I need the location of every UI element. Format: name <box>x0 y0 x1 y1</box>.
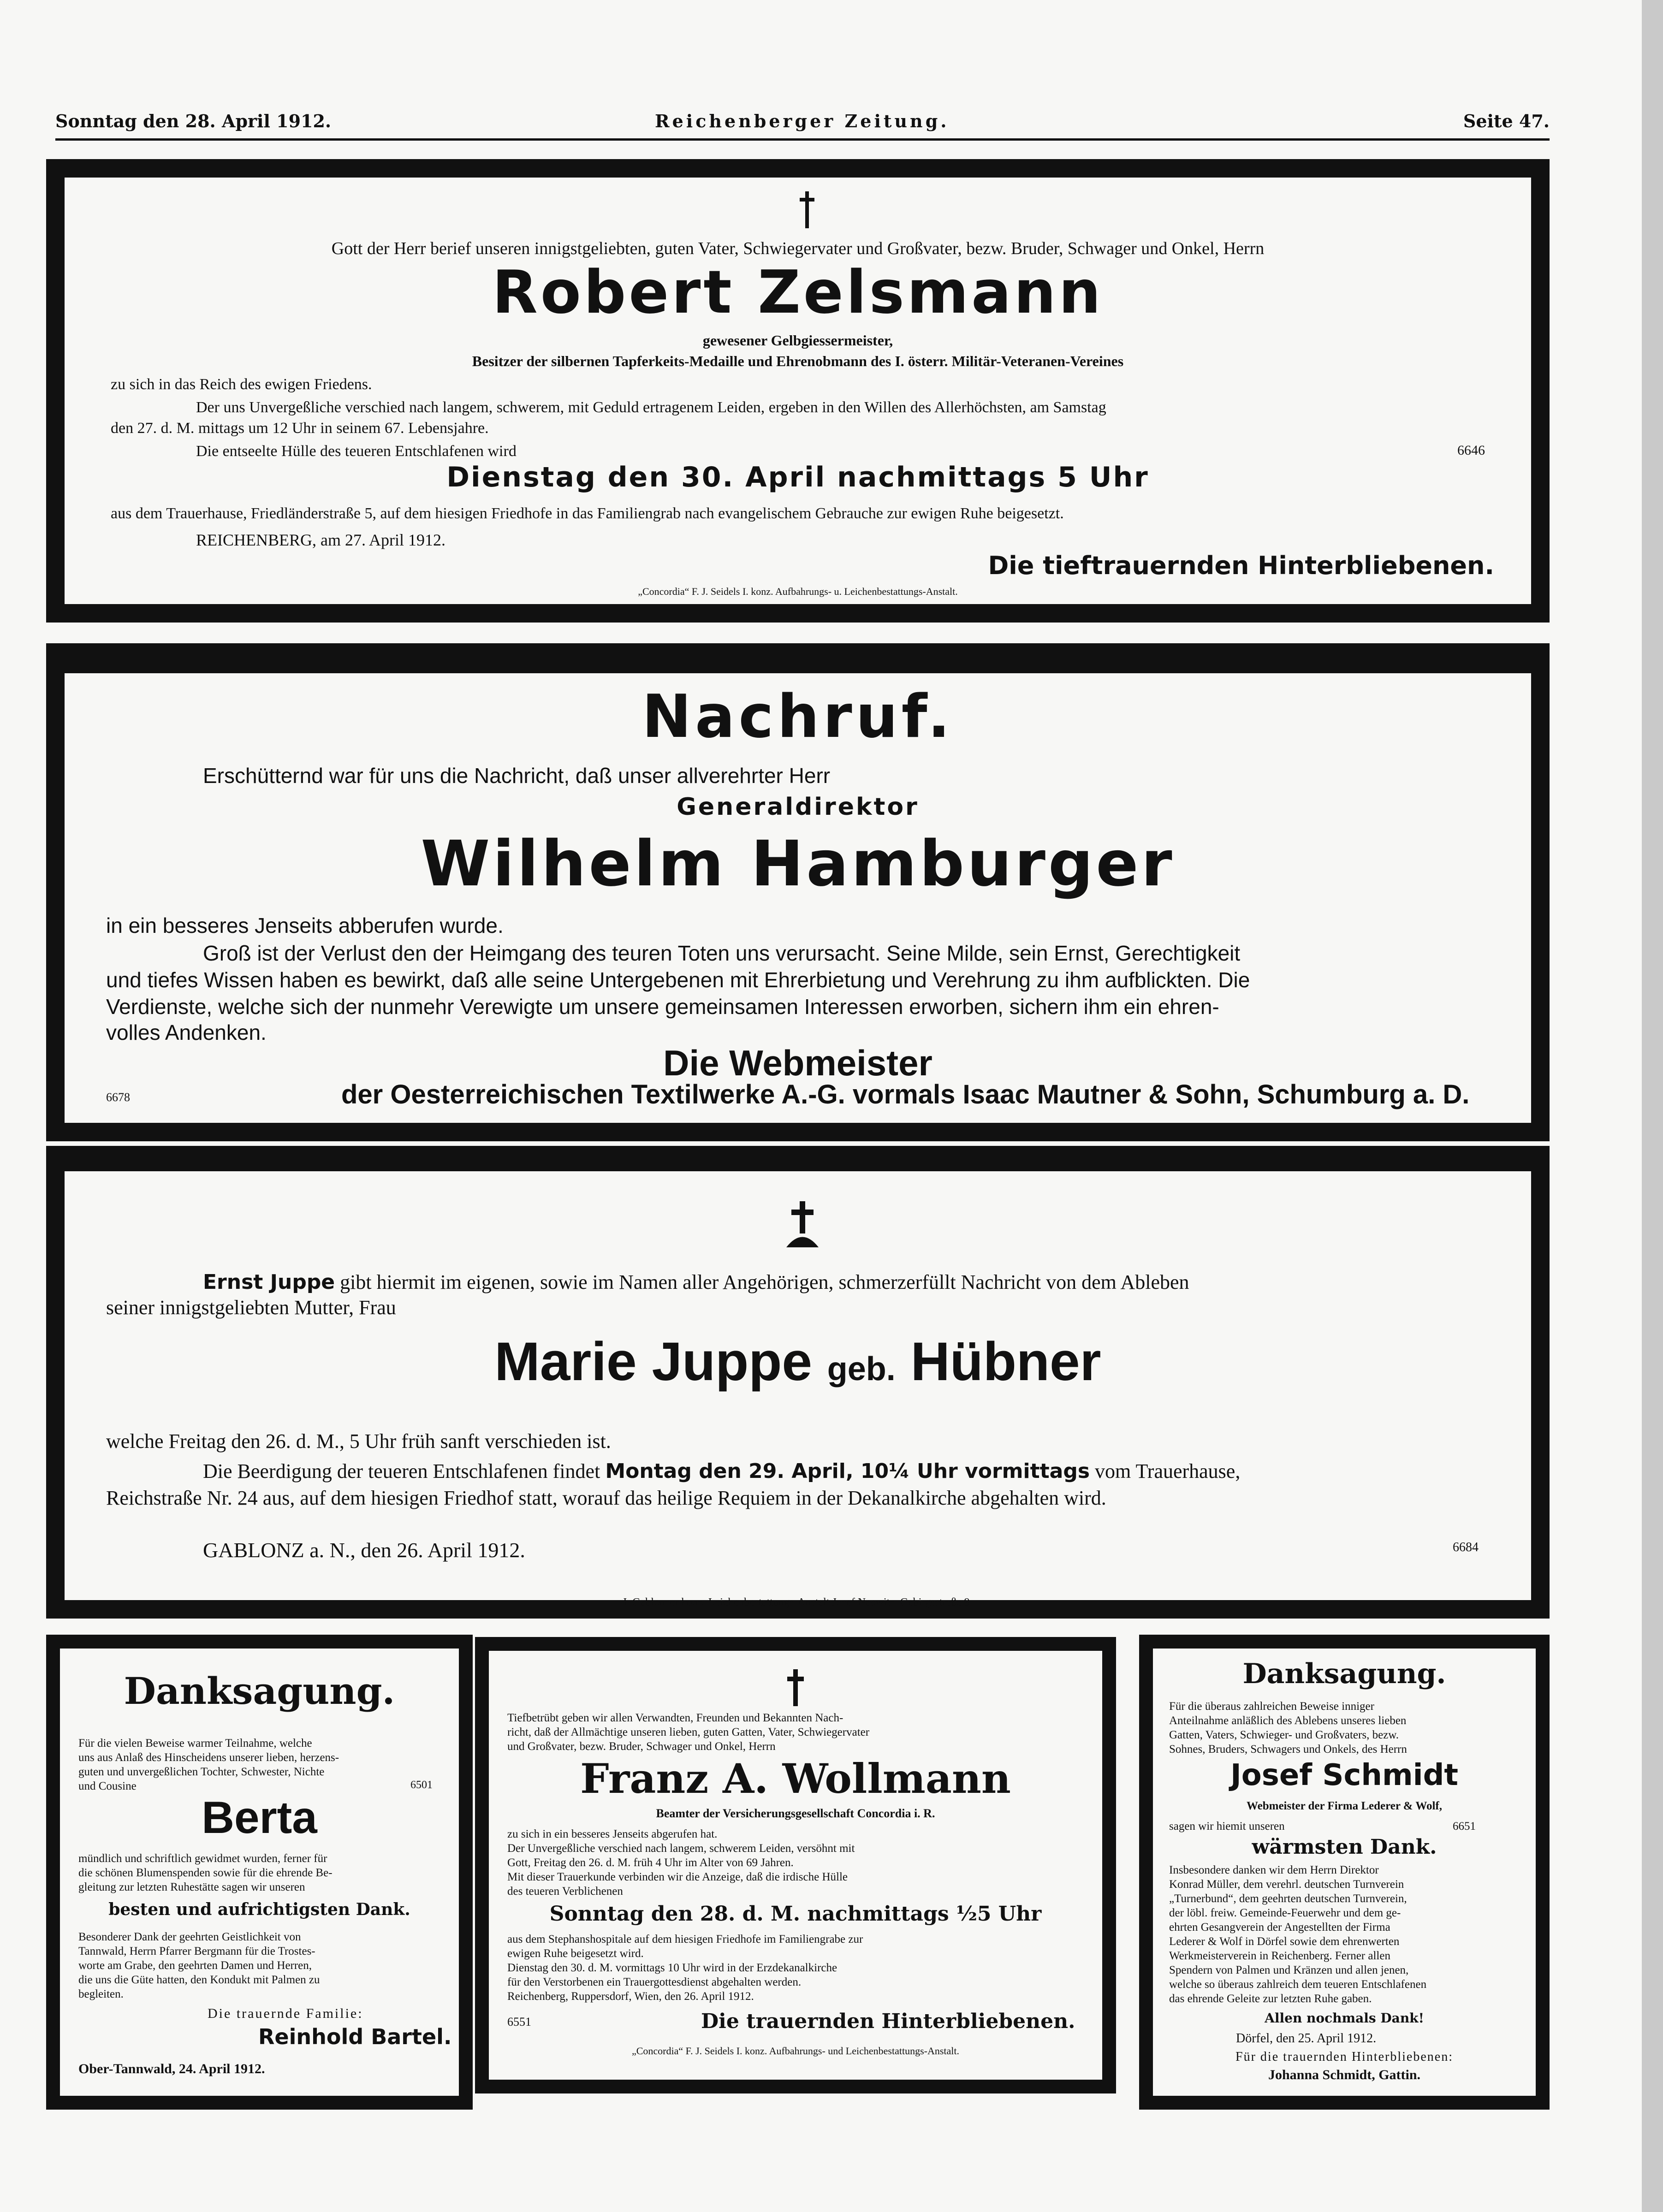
place-date: Dörfel, den 25. April 1912. <box>1236 2031 1377 2046</box>
funeral-date: Sonntag den 28. d. M. nachmittags ½5 Uhr <box>549 1902 1042 1926</box>
text-line <box>203 1270 1189 1294</box>
text-line: Sohnes, Bruders, Schwagers und Onkels, des Herrn <box>1169 1743 1407 1755</box>
deceased-name: Berta <box>202 1792 317 1843</box>
page-edge <box>1642 0 1663 2212</box>
text-line: begleiten. <box>78 1988 124 2000</box>
birth-name-label: geb. <box>827 1351 896 1388</box>
text-line: uns aus Anlaß des Hinscheidens unserer lieben, herzens- <box>78 1751 339 1764</box>
ad-number: 6501 <box>410 1779 433 1791</box>
text-span: Die Beerdigung der teueren Entschlafenen findet <box>203 1460 600 1483</box>
text-line: und Cousine <box>78 1780 137 1792</box>
signature: Die tieftrauernden Hinterbliebenen. <box>988 551 1494 580</box>
text-line: die schönen Blumenspenden sowie für die ehrende Be- <box>78 1867 333 1879</box>
text-line: mündlich und schriftlich gewidmet wurden, ferner für <box>78 1852 327 1865</box>
text-line: und Großvater, bezw. Bruder, Schwager und Onkel, Herrn <box>507 1740 776 1753</box>
deceased-name: Robert Zelsmann <box>492 258 1104 327</box>
text-line: Reichstraße Nr. 24 aus, auf dem hiesigen Friedhof statt, worauf das heilige Requiem in der Dekanalkirche abgehalten wird. <box>106 1487 1106 1509</box>
text-line: „Turnerbund“, dem geehrten deutschen Turnverein, <box>1169 1892 1407 1905</box>
funeral-date: Dienstag den 30. April nachmittags 5 Uhr <box>446 461 1149 493</box>
ad-number: 6551 <box>507 2015 531 2028</box>
funeral-home-credit: I. Gablonzer konz. Leichenbestattungs-Anstalt Josef Noswitz, Gebirgsstraße 9. <box>623 1596 973 1608</box>
text-line: Konrad Müller, dem verehrl. deutschen Turnverein <box>1169 1878 1404 1891</box>
notice-hamburger <box>46 643 1550 1141</box>
text-line: volles Andenken. <box>106 1020 267 1044</box>
text-line: Tannwald, Herrn Pfarrer Bergmann für die Trostes- <box>78 1945 315 1957</box>
text-line: guten und unvergeßlichen Tochter, Schwester, Nichte <box>78 1766 325 1778</box>
cross-icon <box>786 1669 805 1706</box>
thanks-line: besten und aufrichtigsten Dank. <box>108 1900 410 1919</box>
ad-number: 6678 <box>106 1091 130 1104</box>
family-label: Für die trauernden Hinterbliebenen: <box>1235 2050 1453 2064</box>
deceased-honors: Besitzer der silbernen Tapferkeits-Medaille und Ehrenobmann des I. österr. Militär-Veteranen-Vereines <box>472 353 1124 369</box>
obituary-heading: Nachruf. <box>641 682 954 751</box>
ad-number: 6651 <box>1453 1820 1476 1832</box>
text-line: Dienstag den 30. d. M. vormittags 10 Uhr wird in der Erzdekanalkirche <box>507 1962 837 1974</box>
header-rule <box>55 138 1550 141</box>
notice-zelsmann <box>46 159 1550 623</box>
text-line: Tiefbetrübt geben wir allen Verwandten, Freunden und Bekannten Nach- <box>507 1712 843 1724</box>
text-line: Groß ist der Verlust den der Heimgang des teuren Toten uns verursacht. Seine Milde, sein Ernst, Gerechtigkeit <box>203 941 1241 965</box>
paragraph <box>78 1736 339 1793</box>
paragraph <box>507 1932 863 2004</box>
paragraph <box>1169 1863 1426 2006</box>
deceased-name <box>65 1330 1531 1393</box>
text-line: Gatten, Vaters, Schwieger- und Großvaters, bezw. <box>1169 1729 1399 1741</box>
deceased-name: Josef Schmidt <box>1230 1758 1459 1792</box>
deceased-name: Wilhelm Hamburger <box>421 828 1175 901</box>
text-line: Anteilnahme anläßlich des Ablebens unseres lieben <box>1169 1714 1407 1727</box>
text-line: Der Unvergeßliche verschied nach langem, schwerem Leiden, versöhnt mit <box>507 1842 855 1855</box>
deceased-title: Beamter der Versicherungsgesellschaft Concordia i. R. <box>656 1807 935 1820</box>
notice-wollmann <box>475 1637 1116 2093</box>
text-line: Werkmeisterverein in Reichenberg. Ferner allen <box>1169 1950 1390 1962</box>
text-line: für den Verstorbenen ein Trauergottesdienst abgehalten werden. <box>507 1976 802 1988</box>
page-header <box>55 111 1550 138</box>
text-line: aus dem Stephanshospitale auf dem hiesigen Friedhofe im Familiengrabe zur <box>507 1933 863 1945</box>
text-line: welche so überaus zahlreich dem teueren Entschlafenen <box>1169 1978 1427 1991</box>
text-line: sagen wir hiemit unseren <box>1169 1820 1285 1832</box>
text-line: zu sich in ein besseres Jenseits abgerufen hat. <box>507 1828 718 1840</box>
text-line: Insbesondere danken wir dem Herrn Direktor <box>1169 1864 1379 1876</box>
family-signature: Reinhold Bartel. <box>258 2024 452 2049</box>
paragraph <box>1169 1699 1407 1756</box>
text-line: richt, daß der Allmächtige unseren lieben, guten Gatten, Vater, Schwiegervater <box>507 1726 870 1738</box>
header-date: Sonntag den 28. April 1912. <box>55 111 332 131</box>
funeral-home-credit: „Concordia“ F. J. Seidels I. konz. Aufbahrungs- u. Leichenbestattungs-Anstalt. <box>638 586 958 597</box>
header-page-number: Seite 47. <box>1463 111 1550 131</box>
text-line: Die entseelte Hülle des teueren Entschlafenen wird <box>196 443 517 460</box>
text-line: den 27. d. M. mittags um 12 Uhr in seinem 67. Lebensjahre. <box>111 420 489 437</box>
ad-number: 6646 <box>1457 443 1485 458</box>
text-line: Gott, Freitag den 26. d. M. früh 4 Uhr im Alter von 69 Jahren. <box>507 1856 794 1869</box>
signature: Die Webmeister <box>663 1043 932 1083</box>
funeral-home-credit: „Concordia“ F. J. Seidels I. konz. Aufbahrungs- und Leichenbestattungs-Anstalt. <box>631 2045 960 2057</box>
signature-company: der Oesterreichischen Textilwerke A.-G. vormals Isaac Mautner & Sohn, Schumburg a. D. <box>341 1079 1470 1109</box>
thanks-heading: Danksagung. <box>124 1669 395 1713</box>
place-date: GABLONZ a. N., den 26. April 1912. <box>203 1538 525 1562</box>
text-line: in ein besseres Jenseits abberufen wurde. <box>106 913 504 937</box>
thanks-heading: Danksagung. <box>1242 1658 1446 1690</box>
notice-schmidt <box>1139 1635 1550 2110</box>
notice-berta <box>46 1635 473 2110</box>
paragraph <box>507 1711 869 1754</box>
deceased-name-first: Marie Juppe <box>494 1331 812 1392</box>
cross-on-hill-icon <box>784 1201 821 1247</box>
funeral-date: Montag den 29. April, 10¼ Uhr vormittags <box>605 1459 1090 1483</box>
notice-juppe <box>46 1146 1550 1619</box>
son-name: Ernst Juppe <box>203 1270 335 1294</box>
text-line: Lederer & Wolf in Dörfel sowie dem ehrenwerten <box>1169 1935 1400 1948</box>
deceased-name: Franz A. Wollmann <box>580 1755 1011 1803</box>
intro-text: Gott der Herr berief unseren innigstgeliebten, guten Vater, Schwiegervater und Großvater, bezw. Bruder, Schwager und Onkel, Herrn <box>331 239 1265 258</box>
ad-number: 6684 <box>1453 1540 1479 1554</box>
thanks-again: Allen nochmals Dank! <box>1265 2010 1424 2026</box>
intro-text: Erschütternd war für uns die Nachricht, daß unser allverehrter Herr <box>203 764 831 788</box>
text-line: Für die überaus zahlreichen Beweise inniger <box>1169 1700 1374 1713</box>
text-line: Für die vielen Beweise warmer Teilnahme, welche <box>78 1737 312 1749</box>
paragraph <box>78 1930 320 2001</box>
text-line: zu sich in das Reich des ewigen Friedens. <box>111 376 372 393</box>
text-line: des teueren Verblichenen <box>507 1885 623 1898</box>
text-line: aus dem Trauerhause, Friedländerstraße 5, auf dem hiesigen Friedhofe in das Familiengrab nach evangelischem Gebrauche zur ewigen Ruhe beigesetzt. <box>111 505 1064 522</box>
paragraph <box>78 1851 333 1894</box>
text-line: der löbl. freiw. Gemeinde-Feuerwehr und dem ge- <box>1169 1907 1401 1919</box>
signature: Die trauernden Hinterbliebenen. <box>701 2010 1075 2033</box>
cross-icon <box>798 191 816 228</box>
text-line: Spendern von Palmen und Kränzen und allen jenen, <box>1169 1964 1409 1976</box>
thanks-line: wärmsten Dank. <box>1252 1835 1437 1859</box>
text-line: Besonderer Dank der geehrten Geistlichkeit von <box>78 1931 301 1943</box>
text-line: die uns die Güte hatten, den Kondukt mit Palmen zu <box>78 1974 320 1986</box>
deceased-title: Generaldirektor <box>677 793 919 821</box>
header-newspaper-title: Reichenberger Zeitung. <box>655 111 950 131</box>
text-line: das ehrende Geleite zur letzten Ruhe gaben. <box>1169 1993 1372 2005</box>
deceased-title: Webmeister der Firma Lederer & Wolf, <box>1247 1800 1442 1812</box>
text-line: seiner innigstgeliebten Mutter, Frau <box>106 1296 396 1319</box>
text-line: Reichenberg, Ruppersdorf, Wien, den 26. April 1912. <box>507 1990 754 2003</box>
text-line: welche Freitag den 26. d. M., 5 Uhr früh sanft verschieden ist. <box>106 1430 611 1453</box>
text-line: worte am Grabe, den geehrten Damen und Herren, <box>78 1959 312 1972</box>
text-line: und tiefes Wissen haben es bewirkt, daß alle seine Untergebenen mit Ehrerbietung und Verehrung zu ihm aufblickten. Die <box>106 968 1250 992</box>
paragraph <box>507 1827 855 1898</box>
text-line: ewigen Ruhe beigesetzt wird. <box>507 1947 644 1960</box>
text-span: gibt hiermit im eigenen, sowie im Namen aller Angehörigen, schmerzerfüllt Nachricht von dem Ableben <box>340 1271 1189 1293</box>
text-line: Der uns Unvergeßliche verschied nach langem, schwerem, mit Geduld ertragenem Leiden, ergeben in den Willen des Allerhöchsten, am Samstag <box>196 399 1106 416</box>
family-label: Die trauernde Familie: <box>208 2006 363 2021</box>
family-signature: Johanna Schmidt, Gattin. <box>1268 2067 1421 2082</box>
deceased-birth-name: Hübner <box>910 1331 1101 1392</box>
text-line: ehrten Gesangverein der Angestellten der Firma <box>1169 1921 1390 1933</box>
deceased-title: gewesener Gelbgiessermeister, <box>702 332 893 349</box>
text-line: Mit dieser Trauerkunde verbinden wir die Anzeige, daß die irdische Hülle <box>507 1871 848 1883</box>
text-span: vom Trauerhause, <box>1095 1460 1241 1483</box>
text-line: gleitung zur letzten Ruhestätte sagen wir unseren <box>78 1881 305 1893</box>
place-date: Ober-Tannwald, 24. April 1912. <box>78 2061 265 2076</box>
text-line: Verdienste, welche sich der nunmehr Verewigte um unsere gemeinsamen Interessen erworben, sichern ihm ein ehren- <box>106 995 1219 1019</box>
place-date: REICHENBERG, am 27. April 1912. <box>196 531 445 549</box>
text-line <box>203 1459 1240 1483</box>
